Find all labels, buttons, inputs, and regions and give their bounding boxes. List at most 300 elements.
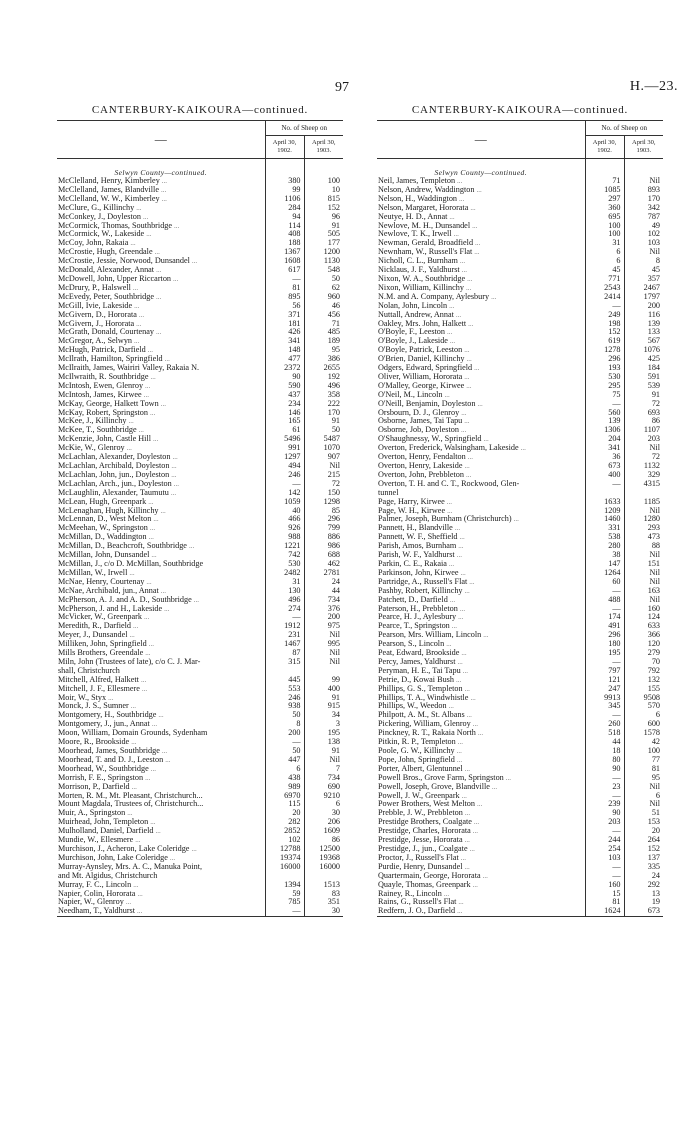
owner-name-cell (377, 444, 585, 453)
leader-dots: ... (444, 390, 450, 399)
leader-dots: ... (173, 479, 179, 488)
table-row (57, 364, 343, 373)
table-row (377, 845, 663, 854)
sheep-1902-value: 280 (585, 542, 624, 551)
sheep-1902-value: 6 (585, 257, 624, 266)
sheep-1903-value: 160 (647, 604, 660, 613)
leader-dots: ... (457, 177, 463, 185)
leader-dots: ... (458, 898, 464, 907)
sheep-1902-value: 530 (265, 560, 304, 569)
owner-name-cell (57, 613, 265, 622)
sheep-1902-value: 244 (585, 836, 624, 845)
table-row (377, 560, 663, 569)
sheep-1903-value: 10 (331, 185, 340, 194)
leader-dots: ... (464, 809, 471, 818)
sheep-1903-value: 279 (647, 649, 660, 658)
sheep-1903-value: Nil (649, 248, 660, 257)
owner-name: N.M. and A. Company, Aylesbury (378, 292, 490, 301)
sheep-1902-value: 380 (265, 177, 304, 186)
owner-name-cell (57, 676, 265, 685)
owner-name: Partridge, A., Russell's Flat (378, 577, 468, 586)
owner-name: Milliken, John, Springfield (58, 640, 147, 649)
table-row (377, 471, 663, 480)
sheep-1903-value: 192 (327, 372, 340, 381)
sheep-1902-value (265, 872, 304, 881)
leader-dots: ... (193, 595, 199, 604)
table-row (377, 907, 663, 916)
owner-name-cell (57, 373, 265, 382)
table-row (57, 756, 343, 765)
owner-name-cell (57, 284, 265, 293)
table-row (377, 230, 663, 239)
leader-dots: ... (131, 738, 137, 747)
owner-name-cell (57, 711, 265, 720)
owner-name-cell (377, 417, 585, 426)
sheep-1903-value: Nil (329, 755, 340, 764)
table-row (377, 507, 663, 516)
report-reference: H.—23. (629, 79, 678, 94)
table-row (57, 275, 343, 284)
sheep-1903-value: 50 (331, 426, 340, 435)
table-row (57, 266, 343, 275)
sheep-1903-value: 8 (655, 257, 660, 266)
sheep-1902-value: 254 (585, 845, 624, 854)
owner-name: McMillan, John, Dunsandel (58, 551, 150, 560)
owner-name-cell (57, 471, 265, 480)
table-row (377, 453, 663, 462)
owner-name-cell (377, 355, 585, 364)
table-row (377, 400, 663, 409)
owner-name: McIntosh, Ewen, Glenroy (58, 381, 144, 390)
leader-dots: ... (459, 257, 466, 266)
owner-name: McDrury, P., Halswell (58, 283, 131, 292)
left-sheep-table (57, 120, 343, 917)
owner-name: Neutye, H. D., Annat (378, 212, 448, 221)
sheep-1903-value: 19368 (319, 853, 340, 862)
leader-dots: ... (129, 568, 135, 577)
leader-dots: ... (136, 203, 142, 212)
sheep-1902-value: 1912 (265, 622, 304, 631)
sheep-1903-value: 88 (651, 542, 660, 551)
leader-dots (199, 364, 201, 372)
table-row (377, 524, 663, 533)
sheep-1903-value: 9508 (643, 693, 660, 702)
owner-name-cell (377, 640, 585, 649)
sheep-1903-value: 907 (327, 453, 340, 462)
leader-dots: ... (137, 907, 143, 916)
owner-name-cell (57, 186, 265, 195)
owner-name-cell (377, 792, 585, 801)
sheep-1902-value: 1085 (585, 186, 624, 195)
leader-dots: ... (143, 613, 150, 622)
sheep-1902-value: 695 (585, 213, 624, 222)
owner-name-cell (377, 667, 585, 676)
leader-dots: ... (475, 239, 481, 248)
leader-dots: ... (150, 764, 156, 773)
sheep-1903-value: 152 (327, 203, 340, 212)
leader-dots: ... (160, 185, 167, 194)
table-row (57, 890, 343, 899)
sheep-1903-value: Nil (329, 649, 340, 658)
sheep-1903-value: 12500 (319, 844, 340, 853)
sheep-1903-value: 3 (335, 720, 340, 729)
table-row (377, 409, 663, 418)
owner-name: McIlrath, Hamilton, Springfield (58, 355, 163, 364)
owner-name-cell (377, 515, 585, 524)
sheep-1902-value: 99 (265, 186, 304, 195)
leader-dots: ... (474, 364, 480, 373)
sheep-1903-value: 91 (331, 417, 340, 426)
owner-name: Proctor, J., Russell's Flat (378, 853, 459, 862)
leader-dots: ... (161, 177, 168, 185)
owner-name: McDowell, John, Upper Riccarton (58, 274, 172, 283)
sheep-1903-value: Nil (649, 177, 660, 185)
owner-name-cell (57, 685, 265, 694)
leader-dots: ... (149, 408, 156, 417)
sheep-1903-value: Nil (329, 631, 340, 640)
owner-name: Powell Bros., Grove Farm, Springston (378, 773, 504, 782)
leader-dots: ... (188, 542, 195, 551)
owner-name-cell (377, 809, 585, 818)
table-row (377, 596, 663, 605)
leader-dots: ... (466, 355, 472, 364)
table-row (57, 391, 343, 400)
owner-name-cell (377, 783, 585, 792)
owner-name: McDonald, Alexander, Annat (58, 266, 155, 275)
owner-name: Osborne, Job, Doyleston (378, 426, 459, 435)
owner-name-cell (377, 364, 585, 373)
owner-name: Pearce, T., Springston (378, 622, 450, 631)
owner-name-cell (57, 658, 265, 667)
sheep-1903-value: 91 (331, 221, 340, 230)
owner-name-cell (377, 391, 585, 400)
leader-dots: ... (443, 889, 450, 898)
sheep-1902-value: 1209 (585, 507, 624, 516)
leader-dots: ... (459, 533, 465, 542)
sheep-1902-value: 260 (585, 720, 624, 729)
owner-name: Pearson, Mrs. William, Lincoln (378, 631, 482, 640)
owner-name-cell (377, 302, 585, 311)
owner-name: Power Brothers, West Melton (378, 800, 475, 809)
sheep-1903-value: 1298 (323, 497, 340, 506)
leader-dots: ... (140, 675, 147, 684)
sheep-1903-value: 1609 (323, 827, 340, 836)
sheep-1902-value: 146 (265, 409, 304, 418)
table-row (57, 222, 343, 231)
table-row (377, 694, 663, 703)
sheep-1903-value: 1107 (643, 426, 660, 435)
leader-dots: ... (458, 542, 464, 551)
leader-dots: ... (149, 524, 156, 533)
sheep-1902-value: 988 (265, 533, 304, 542)
sheep-1902-value: 6 (585, 248, 624, 257)
leader-dots (203, 800, 205, 808)
sheep-1903-value: 91 (331, 747, 340, 755)
leader-dots: ... (464, 586, 470, 595)
right-sheep-table (377, 120, 663, 917)
sheep-1903-value: 2781 (323, 568, 340, 577)
sheep-1902-value: 2852 (265, 827, 304, 836)
sheep-1902-value: 94 (265, 213, 304, 222)
sheep-1902-value: 360 (585, 204, 624, 213)
owner-name-cell (377, 738, 585, 747)
owner-name-cell (377, 649, 585, 658)
sheep-1902-value: 6970 (265, 792, 304, 801)
sheep-1903-value: 151 (647, 559, 660, 568)
owner-name-cell (57, 346, 265, 355)
sheep-1903-value: 815 (327, 194, 340, 203)
owner-name: Patchett, D., Darfield (378, 595, 448, 604)
sheep-1902-value: — (585, 774, 624, 783)
table-row (57, 230, 343, 239)
sheep-1902-value: 181 (265, 320, 304, 329)
owner-name-cell (377, 533, 585, 542)
owner-name: Phillips, G. S., Templeton (378, 684, 463, 693)
owner-name-cell (377, 658, 585, 667)
owner-name: Page, Harry, Kirwee (378, 497, 445, 506)
sheep-1902-value: 1467 (265, 640, 304, 649)
leader-dots: ... (449, 212, 455, 221)
sheep-1903-value: 215 (327, 470, 340, 479)
sheep-count-header: No. of Sheep on (585, 121, 663, 136)
owner-name: Mount Magdala, Trustees of, Christchurch... (58, 800, 204, 809)
owner-name-cell (57, 507, 265, 516)
leader-dots: ... (448, 702, 454, 711)
sheep-1903-value: Nil (649, 577, 660, 586)
sheep-1902-value: 9913 (585, 694, 624, 703)
leader-dots: ... (153, 435, 159, 444)
table-row (57, 320, 343, 329)
owner-name: McLenaghan, Hugh, Killinchy (58, 506, 159, 515)
sheep-1903-value: 915 (327, 702, 340, 711)
table-row (57, 605, 343, 614)
sheep-1903-value: 351 (327, 898, 340, 907)
leader-dots: ... (127, 809, 133, 818)
owner-name-cell (57, 364, 265, 373)
leader-dots: ... (125, 898, 132, 907)
owner-name: Murray-Aynsley, Mrs. A. C., Manuka Point, (58, 862, 203, 871)
sheep-1903-value: 77 (651, 755, 660, 764)
table-row (377, 239, 663, 248)
sheep-1903-value: 366 (647, 631, 660, 640)
table-row (377, 498, 663, 507)
owner-name: McPherson, J. and H., Lakeside (58, 604, 163, 613)
sheep-1902-value: 90 (585, 765, 624, 774)
owner-name: Montgomery, H., Southbridge (58, 711, 157, 720)
table-row (57, 694, 343, 703)
leader-dots: ... (191, 844, 197, 853)
owner-name-cell (57, 649, 265, 658)
owner-name: Overton, Frederick, Walsingham, Lakeside (378, 444, 519, 453)
table-row (57, 569, 343, 578)
owner-name: McLaughlin, Alexander, Taumutu (58, 488, 169, 497)
sheep-1903-value: 1185 (643, 497, 660, 506)
table-row (377, 337, 663, 346)
owner-name-cell (377, 293, 585, 302)
sheep-1902-value: 6 (265, 765, 304, 774)
owner-name-cell (57, 578, 265, 587)
owner-name-cell (377, 524, 585, 533)
leader-dots: ... (483, 631, 489, 640)
sheep-1902-value: 165 (265, 417, 304, 426)
sheep-1902-value: 102 (265, 836, 304, 845)
table-row (57, 480, 343, 489)
sheep-1903-value: 86 (331, 836, 340, 845)
leader-dots: ... (169, 853, 176, 862)
table-row (377, 355, 663, 364)
sheep-1903-value: 102 (647, 230, 660, 239)
leader-dots: ... (160, 506, 166, 515)
sheep-1903-value: 96 (331, 212, 340, 221)
table-row (377, 792, 663, 801)
sheep-1903-value: 203 (647, 435, 660, 444)
leader-dots: ... (459, 194, 465, 203)
leader-dots: ... (448, 559, 455, 568)
owner-name-cell (377, 685, 585, 694)
sheep-1903-value: 496 (327, 381, 340, 390)
owner-name-cell (377, 204, 585, 213)
owner-name-cell (57, 774, 265, 783)
owner-name: McCormick, Thomas, Southbridge (58, 221, 173, 230)
owner-name-cell (57, 881, 265, 890)
sheep-1903-value: 1070 (323, 444, 340, 453)
sheep-1903-value: 6 (655, 791, 660, 800)
table-row (377, 302, 663, 311)
owner-name: Nixon, W. A., Southbridge (378, 274, 466, 283)
owner-name: Newlove, T. K., Irwell (378, 230, 452, 239)
table-row (377, 800, 663, 809)
table-row (377, 729, 663, 738)
owner-name: Moore, R., Brookside (58, 738, 130, 747)
owner-name: O'Neil, M., Lincoln (378, 390, 443, 399)
table-row (57, 747, 343, 756)
year-1903-header: April 30, 1903. (624, 136, 663, 159)
table-row (377, 266, 663, 275)
table-row (57, 195, 343, 204)
sheep-1902-value: 2372 (265, 364, 304, 373)
leader-dots: ... (505, 773, 512, 782)
leader-dots: ... (472, 880, 478, 889)
sheep-1903-value: 473 (647, 533, 660, 542)
owner-name: Meyer, J., Dunsandel (58, 631, 128, 640)
owner-name: Overton, Henry, Lakeside (378, 462, 463, 470)
table-row (57, 622, 343, 631)
owner-name-cell (377, 836, 585, 845)
sheep-1902-value: 31 (585, 239, 624, 248)
leader-dots: ... (482, 871, 488, 880)
table-row (377, 284, 663, 293)
table-row (57, 792, 343, 801)
owner-name: McLennan, D., West Melton (58, 515, 152, 524)
owner-name-cell (57, 311, 265, 320)
sheep-1903-value: 24 (651, 871, 660, 880)
sheep-1903-value: 5487 (323, 435, 340, 444)
sheep-1902-value: 371 (265, 311, 304, 320)
sheep-1903-value: 734 (327, 773, 340, 782)
sheep-1903-value: Nil (649, 444, 660, 453)
table-row (57, 311, 343, 320)
sheep-1902-value: 246 (265, 694, 304, 703)
leader-dots (519, 480, 521, 488)
sheep-1903-value: 24 (331, 577, 340, 586)
leader-dots: ... (141, 684, 148, 693)
leader-dots: ... (451, 622, 458, 631)
owner-name: Pannett, W. F., Sheffield (378, 533, 458, 542)
leader-dots: ... (474, 248, 480, 257)
leader-dots: ... (477, 399, 483, 408)
owner-name: Morten, R. M., Mt. Pleasant, Christchurch... (58, 791, 203, 800)
sheep-1902-value: 100 (585, 230, 624, 239)
name-column-header: — (57, 121, 265, 159)
table-row (57, 355, 343, 364)
table-row (377, 257, 663, 266)
owner-name-cell (57, 542, 265, 551)
sheep-1903-value: 62 (331, 283, 340, 292)
leader-dots: ... (108, 693, 114, 702)
owner-name-cell (57, 524, 265, 533)
sheep-1903-value: 693 (647, 408, 660, 417)
owner-name: O'Brien, Daniel, Killinchy (378, 355, 465, 364)
sheep-1902-value: 742 (265, 551, 304, 560)
leader-dots: ... (472, 720, 478, 729)
sheep-1902-value: 19374 (265, 854, 304, 863)
leader-dots: ... (160, 586, 166, 595)
sheep-1902-value: 408 (265, 230, 304, 239)
leader-dots: ... (148, 497, 154, 506)
owner-name-cell (377, 489, 585, 498)
sheep-1902-value: 785 (265, 898, 304, 907)
table-row (377, 417, 663, 426)
table-row (377, 578, 663, 587)
table-row (57, 524, 343, 533)
sheep-1903-value: 986 (327, 542, 340, 551)
sheep-1902-value: — (265, 275, 304, 284)
sheep-1903-value: 51 (651, 809, 660, 818)
sheep-1902-value: 341 (265, 337, 304, 346)
owner-name-cell (57, 560, 265, 569)
table-row (57, 453, 343, 462)
table-row (377, 720, 663, 729)
sheep-1902-value: 518 (585, 729, 624, 738)
sheep-1902-value: 437 (265, 391, 304, 400)
owner-name-cell (377, 613, 585, 622)
leader-dots: ... (464, 764, 470, 773)
table-row (377, 765, 663, 774)
owner-name-cell (377, 818, 585, 827)
table-row (377, 222, 663, 231)
sheep-1902-value: 23 (585, 783, 624, 792)
sheep-1902-value: 1608 (265, 257, 304, 266)
leader-dots: ... (153, 515, 159, 524)
owner-name: McCormick, W., Lakeside (58, 230, 145, 239)
owner-name: Page, W. H., Kirwee (378, 506, 446, 515)
table-row (377, 622, 663, 631)
owner-name: Nixon, William, Killinchy (378, 283, 464, 292)
owner-name: McMillan, J., c/o D. McMillan, Southbridge (58, 559, 204, 568)
table-row (377, 346, 663, 355)
owner-name-cell (57, 809, 265, 818)
leader-dots: ... (146, 577, 152, 586)
table-row (57, 489, 343, 498)
owner-name: Quayle, Thomas, Greenpark (378, 880, 471, 889)
leader-dots: ... (171, 462, 177, 470)
owner-name-cell (377, 765, 585, 774)
owner-name: McClelland, Henry, Kimberley (58, 177, 160, 185)
owner-name-cell (377, 854, 585, 863)
leader-dots: ... (460, 568, 466, 577)
owner-name-cell (57, 667, 265, 676)
sheep-1903-value: 71 (331, 319, 340, 328)
